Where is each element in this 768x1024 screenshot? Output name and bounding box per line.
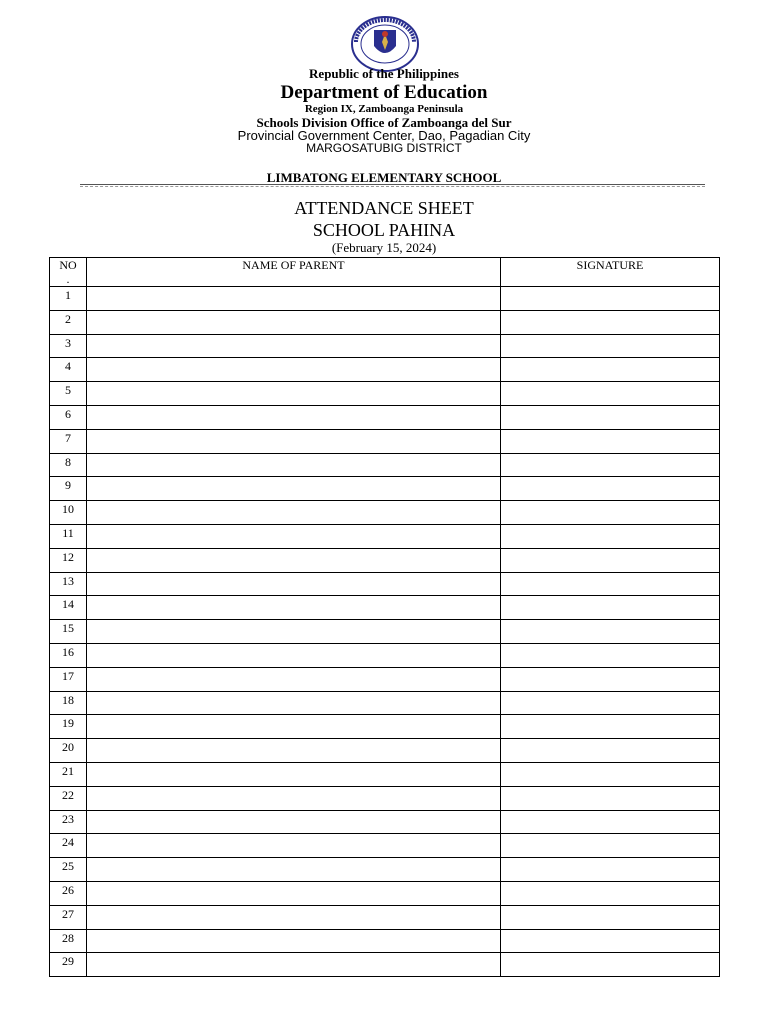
row-number: 23 [50, 810, 87, 834]
signature-cell[interactable] [501, 667, 720, 691]
parent-name-cell[interactable] [87, 834, 501, 858]
table-row [50, 691, 720, 715]
header-signature: SIGNATURE [501, 258, 720, 287]
header-divider-secondary [80, 186, 705, 187]
table-row [50, 715, 720, 739]
table-row [50, 762, 720, 786]
row-number: 11 [50, 524, 87, 548]
signature-cell[interactable] [501, 858, 720, 882]
signature-cell[interactable] [501, 334, 720, 358]
table-row [50, 881, 720, 905]
signature-cell[interactable] [501, 310, 720, 334]
parent-name-cell[interactable] [87, 620, 501, 644]
sheet-date: (February 15, 2024) [331, 240, 437, 255]
sheet-title: ATTENDANCE SHEET [294, 198, 474, 218]
parent-name-cell[interactable] [87, 643, 501, 667]
signature-cell[interactable] [501, 453, 720, 477]
parent-name-cell[interactable] [87, 953, 501, 977]
school-name: LIMBATONG ELEMENTARY SCHOOL [266, 170, 502, 185]
table-row [50, 477, 720, 501]
row-number: 21 [50, 762, 87, 786]
row-number: 24 [50, 834, 87, 858]
row-number: 8 [50, 453, 87, 477]
row-number: 26 [50, 881, 87, 905]
table-row [50, 429, 720, 453]
table-row [50, 501, 720, 525]
parent-name-cell[interactable] [87, 881, 501, 905]
parent-name-cell[interactable] [87, 382, 501, 406]
table-row [50, 953, 720, 977]
table-row [50, 667, 720, 691]
parent-name-cell[interactable] [87, 429, 501, 453]
row-number: 15 [50, 620, 87, 644]
row-number: 12 [50, 548, 87, 572]
parent-name-cell[interactable] [87, 739, 501, 763]
table-row [50, 524, 720, 548]
table-row [50, 382, 720, 406]
signature-cell[interactable] [501, 596, 720, 620]
row-number: 1 [50, 287, 87, 311]
header-name-of-parent: NAME OF PARENT [87, 258, 501, 287]
parent-name-cell[interactable] [87, 287, 501, 311]
signature-cell[interactable] [501, 572, 720, 596]
table-row [50, 643, 720, 667]
row-number: 10 [50, 501, 87, 525]
row-number: 13 [50, 572, 87, 596]
row-number: 19 [50, 715, 87, 739]
parent-name-cell[interactable] [87, 929, 501, 953]
row-number: 25 [50, 858, 87, 882]
parent-name-cell[interactable] [87, 501, 501, 525]
row-number: 5 [50, 382, 87, 406]
parent-name-cell[interactable] [87, 477, 501, 501]
row-number: 4 [50, 358, 87, 382]
signature-cell[interactable] [501, 953, 720, 977]
department-title: Department of Education [280, 82, 488, 103]
table-row [50, 929, 720, 953]
table-row [50, 810, 720, 834]
parent-name-cell[interactable] [87, 405, 501, 429]
parent-name-cell[interactable] [87, 310, 501, 334]
parent-name-cell[interactable] [87, 548, 501, 572]
parent-name-cell[interactable] [87, 762, 501, 786]
signature-cell[interactable] [501, 929, 720, 953]
table-row [50, 858, 720, 882]
division-line: Schools Division Office of Zamboanga del Sur [256, 115, 512, 130]
signature-cell[interactable] [501, 786, 720, 810]
signature-cell[interactable] [501, 762, 720, 786]
signature-cell[interactable] [501, 405, 720, 429]
parent-name-cell[interactable] [87, 572, 501, 596]
signature-cell[interactable] [501, 905, 720, 929]
table-row [50, 310, 720, 334]
signature-cell[interactable] [501, 287, 720, 311]
parent-name-cell[interactable] [87, 334, 501, 358]
table-row [50, 596, 720, 620]
signature-cell[interactable] [501, 643, 720, 667]
row-number: 3 [50, 334, 87, 358]
parent-name-cell[interactable] [87, 786, 501, 810]
parent-name-cell[interactable] [87, 667, 501, 691]
table-row [50, 905, 720, 929]
table-row [50, 834, 720, 858]
table-header-row [50, 258, 720, 287]
row-number: 7 [50, 429, 87, 453]
region-line: Region IX, Zamboanga Peninsula [304, 103, 464, 115]
table-row [50, 739, 720, 763]
parent-name-cell[interactable] [87, 453, 501, 477]
signature-cell[interactable] [501, 548, 720, 572]
row-number: 28 [50, 929, 87, 953]
table-row [50, 786, 720, 810]
row-number: 14 [50, 596, 87, 620]
parent-name-cell[interactable] [87, 905, 501, 929]
row-number: 27 [50, 905, 87, 929]
row-number: 2 [50, 310, 87, 334]
row-number: 17 [50, 667, 87, 691]
row-number: 6 [50, 405, 87, 429]
row-number: 22 [50, 786, 87, 810]
row-number: 16 [50, 643, 87, 667]
parent-name-cell[interactable] [87, 524, 501, 548]
signature-cell[interactable] [501, 429, 720, 453]
district-line: MARGOSATUBIG DISTRICT [306, 141, 462, 155]
row-number: 29 [50, 953, 87, 977]
row-number: 9 [50, 477, 87, 501]
header-divider [80, 184, 705, 185]
header-no: NO . [50, 258, 87, 287]
table-row [50, 287, 720, 311]
attendance-table [49, 257, 720, 977]
signature-cell[interactable] [501, 501, 720, 525]
table-row [50, 405, 720, 429]
signature-cell[interactable] [501, 382, 720, 406]
signature-cell[interactable] [501, 810, 720, 834]
signature-cell[interactable] [501, 715, 720, 739]
row-number: 18 [50, 691, 87, 715]
table-row [50, 334, 720, 358]
republic-line: Republic of the Philippines [309, 66, 459, 81]
table-row [50, 572, 720, 596]
signature-cell[interactable] [501, 358, 720, 382]
signature-cell[interactable] [501, 691, 720, 715]
signature-cell[interactable] [501, 620, 720, 644]
parent-name-cell[interactable] [87, 715, 501, 739]
signature-cell[interactable] [501, 524, 720, 548]
table-row [50, 548, 720, 572]
parent-name-cell[interactable] [87, 691, 501, 715]
address-line: Provincial Government Center, Dao, Pagadian City [237, 128, 531, 143]
table-row [50, 620, 720, 644]
signature-cell[interactable] [501, 881, 720, 905]
table-row [50, 358, 720, 382]
parent-name-cell[interactable] [87, 596, 501, 620]
signature-cell[interactable] [501, 834, 720, 858]
signature-cell[interactable] [501, 739, 720, 763]
deped-seal-icon [350, 16, 420, 72]
sheet-subtitle: SCHOOL PAHINA [312, 220, 456, 240]
signature-cell[interactable] [501, 477, 720, 501]
table-row [50, 453, 720, 477]
parent-name-cell[interactable] [87, 810, 501, 834]
row-number: 20 [50, 739, 87, 763]
parent-name-cell[interactable] [87, 358, 501, 382]
parent-name-cell[interactable] [87, 858, 501, 882]
